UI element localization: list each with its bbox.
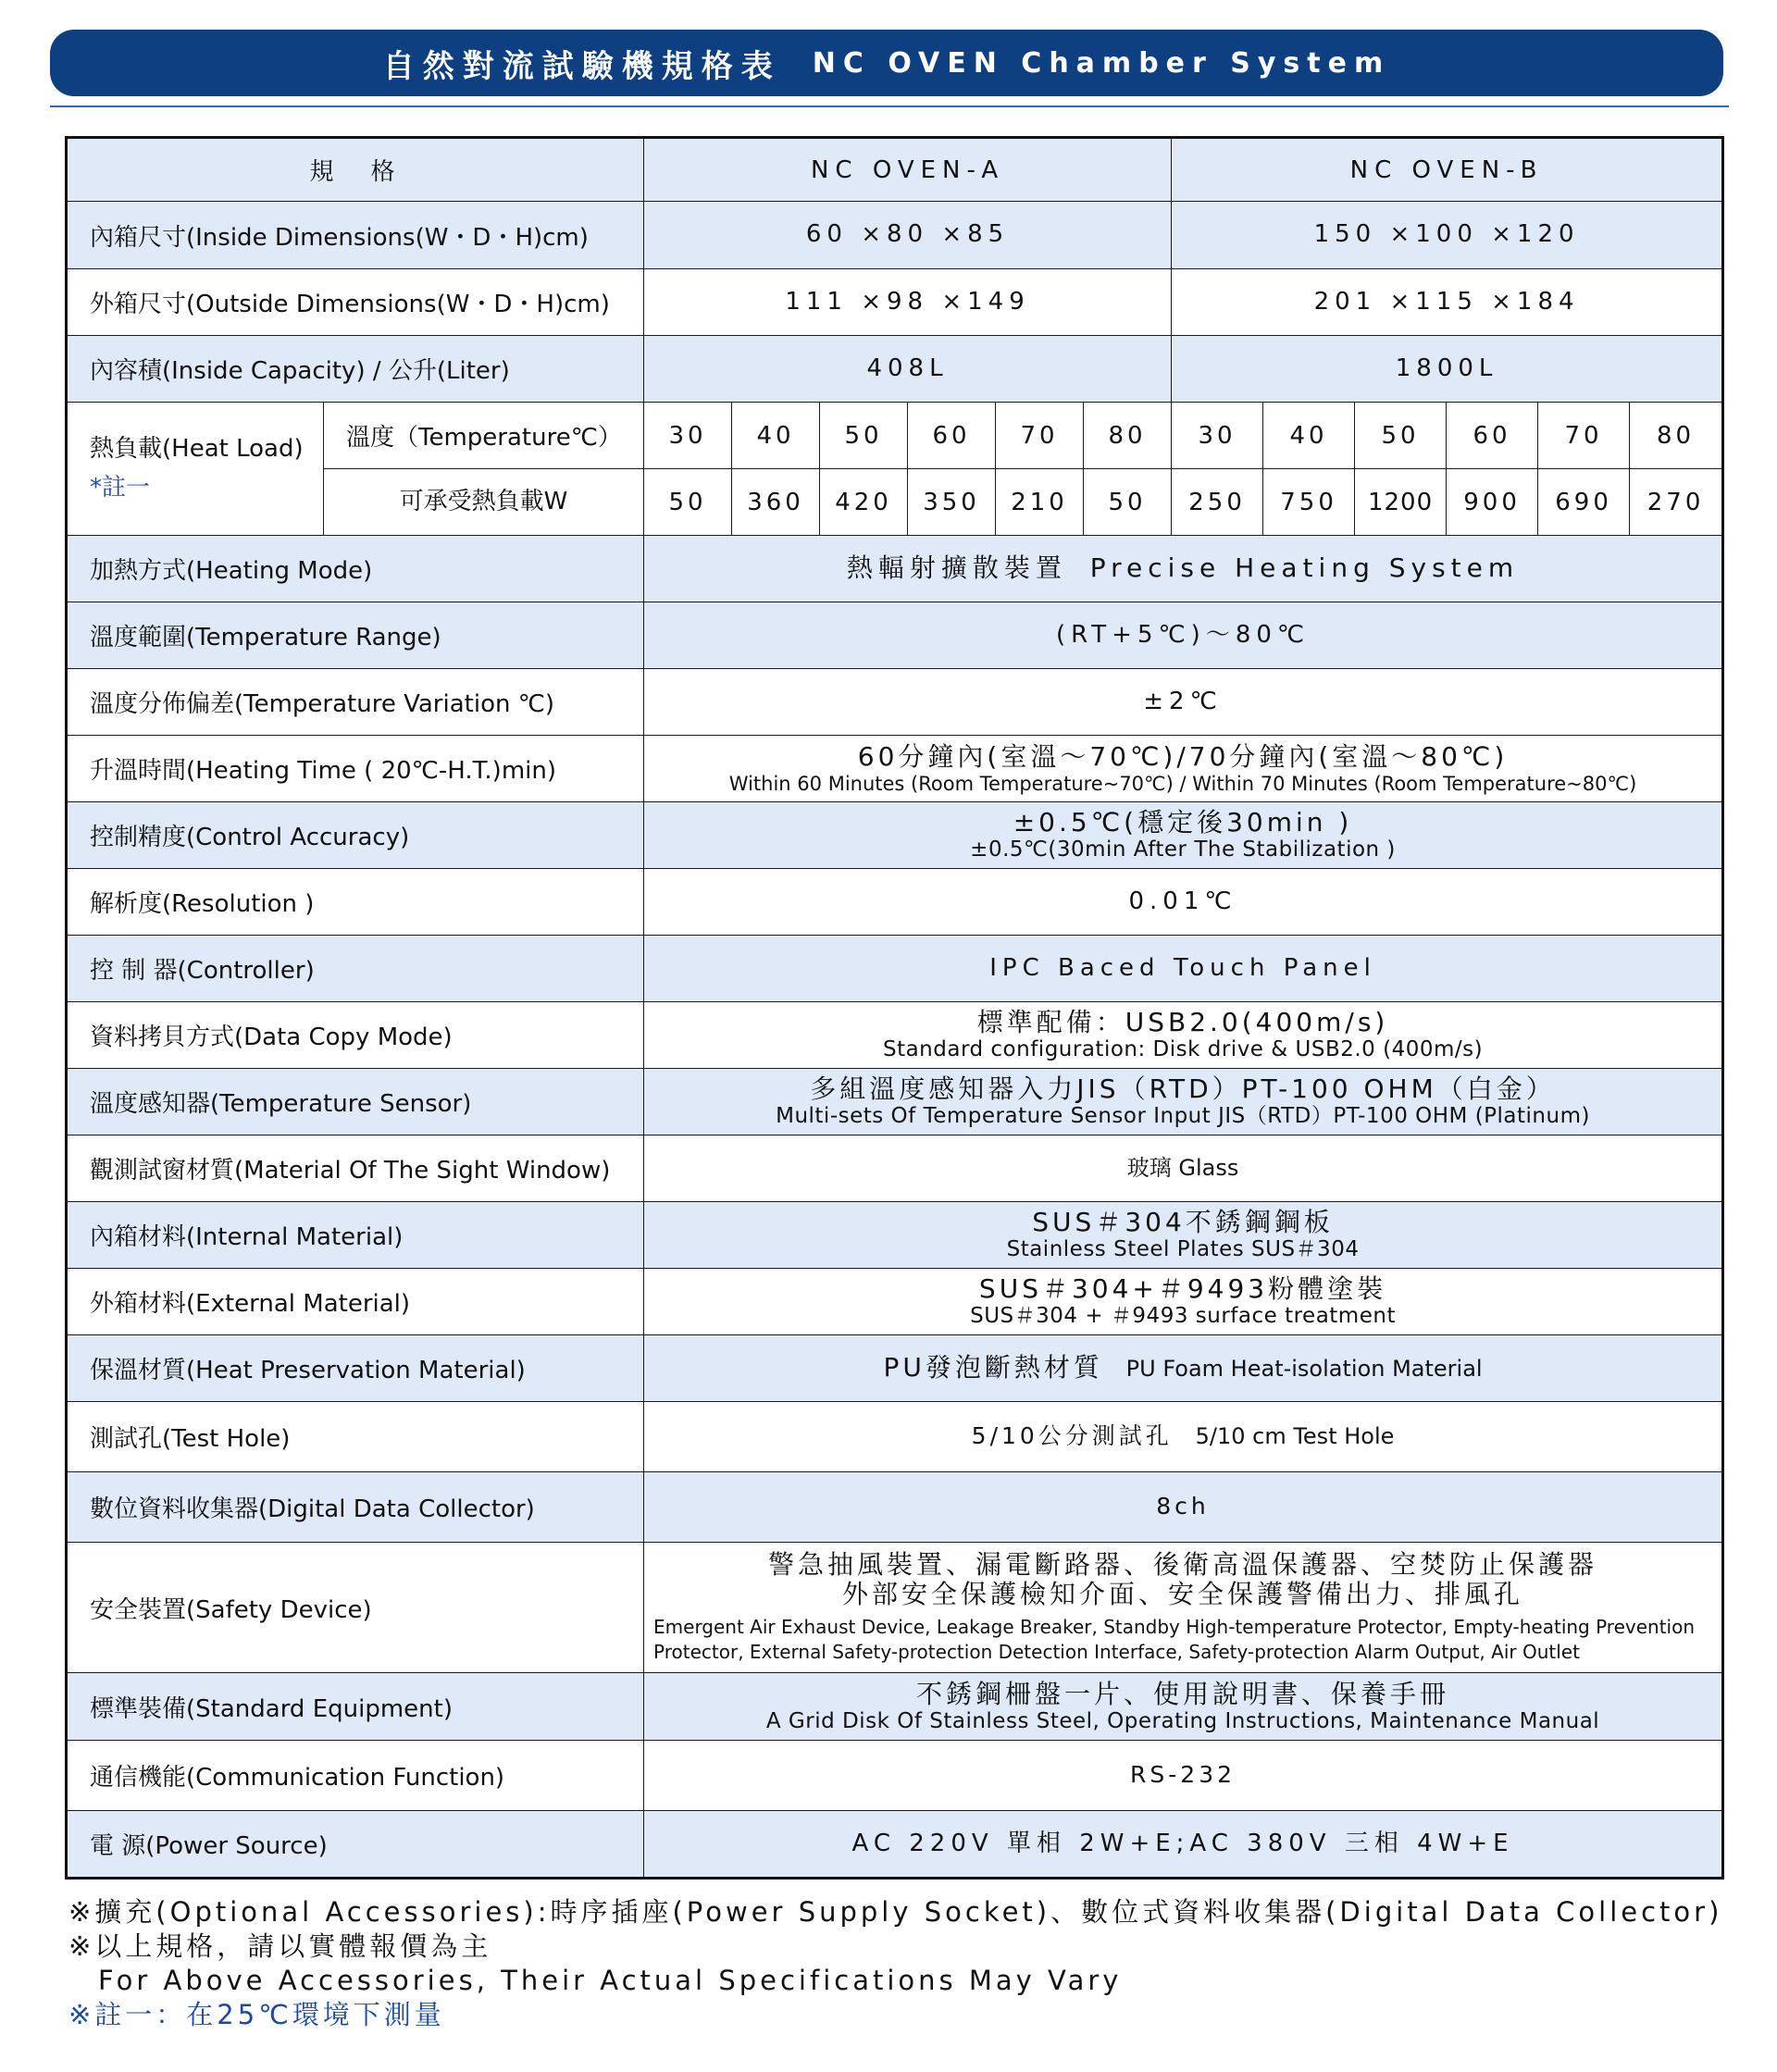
row-label: 觀測試窗材質(Material Of The Sight Window) — [67, 1135, 644, 1202]
value-zh: 熱輻射擴散裝置 — [846, 552, 1067, 584]
value-zh: SUS＃304+＃9493粉體塗裝 — [978, 1273, 1387, 1305]
row-value: 408L — [644, 336, 1172, 403]
value-en: ±0.5℃(30min After The Stabilization ) — [970, 837, 1396, 862]
load-cell: 250 — [1172, 469, 1263, 536]
temp-cell: 80 — [1084, 403, 1172, 469]
row-value — [644, 736, 1723, 802]
row-value — [644, 1069, 1723, 1135]
row-label: 內箱尺寸(Inside Dimensions(W・D・H)cm) — [67, 202, 644, 269]
value-en: SUS＃304 + ＃9493 surface treatment — [970, 1304, 1396, 1329]
row-value: 111 ×98 ×149 — [644, 269, 1172, 336]
row-value: 150 ×100 ×120 — [1172, 202, 1723, 269]
value-zh: PU發泡斷熱材質 — [883, 1352, 1103, 1383]
table-row — [67, 602, 1723, 669]
table-row — [67, 736, 1723, 802]
value-zh-2: 外部安全保護檢知介面、安全保護警備出力、排風孔 — [842, 1579, 1524, 1609]
table-row — [67, 1335, 1723, 1402]
table-row — [67, 1269, 1723, 1335]
value-en: A Grid Disk Of Stainless Steel, Operating Instructions, Maintenance Manual — [765, 1708, 1600, 1733]
row-value: 玻璃 Glass — [644, 1135, 1723, 1202]
row-label: 外箱材料(External Material) — [67, 1269, 644, 1335]
row-label: 數位資料收集器(Digital Data Collector) — [67, 1472, 644, 1543]
table-row — [67, 403, 1723, 469]
row-value: 1800L — [1172, 336, 1723, 403]
row-value: RS-232 — [644, 1741, 1723, 1811]
note-spec-en: For Above Accessories, Their Actual Specifications May Vary — [98, 1965, 1123, 1996]
row-label: 保溫材質(Heat Preservation Material) — [67, 1335, 644, 1402]
temp-cell: 60 — [1447, 403, 1538, 469]
value-zh: 標準配備：USB2.0(400m/s) — [976, 1007, 1389, 1038]
row-label: 控制精度(Control Accuracy) — [67, 802, 644, 869]
temp-cell: 50 — [1355, 403, 1447, 469]
row-label: 內箱材料(Internal Material) — [67, 1202, 644, 1269]
value-en: 5/10 cm Test Hole — [1195, 1422, 1395, 1449]
note-optional: ※擴充(Optional Accessories):時序插座(Power Supply Socket)、數位式資料收集器(Digital Data Collector) — [68, 1896, 1723, 1928]
temp-cell: 50 — [820, 403, 908, 469]
value-zh: ±0.5℃(穩定後30min ) — [1013, 807, 1353, 838]
table-row — [67, 202, 1723, 269]
table-row — [67, 536, 1723, 602]
table-row — [67, 1135, 1723, 1202]
value-zh: 60分鐘內(室溫～70℃)/70分鐘內(室溫～80℃) — [857, 741, 1509, 773]
value-en: PU Foam Heat-isolation Material — [1125, 1356, 1483, 1383]
row-value — [644, 1269, 1723, 1335]
model-a-header: NC OVEN-A — [644, 138, 1172, 202]
load-cell: 750 — [1263, 469, 1355, 536]
load-cell: 690 — [1538, 469, 1630, 536]
row-label: 溫度分佈偏差(Temperature Variation ℃) — [67, 669, 644, 736]
table-row — [67, 1543, 1723, 1673]
table-row — [67, 1811, 1723, 1879]
table-row — [67, 1069, 1723, 1135]
row-label: 升溫時間(Heating Time ( 20℃-H.T.)min) — [67, 736, 644, 802]
value-en: Precise Heating System — [1089, 552, 1520, 584]
note-one: ※註一：在25℃環境下測量 — [68, 1999, 445, 2030]
temp-cell: 60 — [908, 403, 996, 469]
load-cell: 900 — [1447, 469, 1538, 536]
temp-cell: 70 — [1538, 403, 1630, 469]
load-cell: 50 — [1084, 469, 1172, 536]
spec-table — [65, 136, 1724, 1880]
row-value — [644, 1002, 1723, 1069]
row-label: 外箱尺寸(Outside Dimensions(W・D・H)cm) — [67, 269, 644, 336]
value-en: Multi-sets Of Temperature Sensor Input JIS（RTD）PT-100 OHM (Platinum) — [776, 1104, 1590, 1129]
row-value: 8ch — [644, 1472, 1723, 1543]
table-row — [67, 1472, 1723, 1543]
temp-cell: 40 — [1263, 403, 1355, 469]
row-label: 通信機能(Communication Function) — [67, 1741, 644, 1811]
temp-cell: 30 — [644, 403, 732, 469]
load-cell: 50 — [644, 469, 732, 536]
spec-header: 規 格 — [67, 138, 644, 202]
temp-label: 溫度（Temperature℃） — [324, 403, 644, 469]
temp-cell: 80 — [1630, 403, 1723, 469]
value-zh: SUS＃304不銹鋼鋼板 — [1032, 1207, 1334, 1238]
temp-cell: 30 — [1172, 403, 1263, 469]
table-row — [67, 802, 1723, 869]
row-label: 資料拷貝方式(Data Copy Mode) — [67, 1002, 644, 1069]
row-label: 加熱方式(Heating Mode) — [67, 536, 644, 602]
value-en: Standard configuration: Disk drive & USB2.0 (400m/s) — [882, 1037, 1484, 1062]
load-cell: 350 — [908, 469, 996, 536]
row-value — [644, 1673, 1723, 1741]
row-label: 解析度(Resolution ) — [67, 869, 644, 936]
heat-load-label: 熱負載(Heat Load) — [90, 434, 304, 463]
row-value: 0.01℃ — [644, 869, 1723, 936]
load-cell: 420 — [820, 469, 908, 536]
table-row — [67, 1673, 1723, 1741]
row-value — [644, 536, 1723, 602]
table-row — [67, 336, 1723, 403]
load-cell: 210 — [996, 469, 1084, 536]
table-row — [67, 138, 1723, 202]
temp-cell: 70 — [996, 403, 1084, 469]
table-row — [67, 1741, 1723, 1811]
table-row — [67, 869, 1723, 936]
title-en: NC OVEN Chamber System — [812, 46, 1391, 80]
row-value — [644, 1202, 1723, 1269]
heat-load-note: *註一 — [90, 473, 151, 502]
row-label: 溫度範圍(Temperature Range) — [67, 602, 644, 669]
load-label: 可承受熱負載W — [324, 469, 644, 536]
row-value — [644, 802, 1723, 869]
title-banner — [50, 30, 1723, 96]
row-label: 控 制 器(Controller) — [67, 936, 644, 1002]
row-value — [644, 1335, 1723, 1402]
row-label: 標準裝備(Standard Equipment) — [67, 1673, 644, 1741]
load-cell: 360 — [732, 469, 820, 536]
table-row — [67, 936, 1723, 1002]
row-value: ±2℃ — [644, 669, 1723, 736]
title-zh: 自然對流試驗機規格表 — [382, 47, 781, 85]
row-label: 安全裝置(Safety Device) — [67, 1543, 644, 1673]
temp-cell: 40 — [732, 403, 820, 469]
value-en: Emergent Air Exhaust Device, Leakage Breaker, Standby High-temperature Protector, Empty-heating Prevention Protector, External Safety-protection Detection Interface, Safety-protection Alarm Output, Air Outlet — [653, 1616, 1696, 1664]
footnotes — [68, 1895, 1722, 2032]
table-row — [67, 669, 1723, 736]
value-zh: 警急抽風裝置、漏電斷路器、後衛高溫保護器、空焚防止保護器 — [768, 1548, 1598, 1580]
row-value: 60 ×80 ×85 — [644, 202, 1172, 269]
table-row — [67, 1202, 1723, 1269]
load-cell: 270 — [1630, 469, 1723, 536]
row-label: 內容積(Inside Capacity) / 公升(Liter) — [67, 336, 644, 403]
divider — [50, 105, 1729, 107]
value-en: Within 60 Minutes (Room Temperature~70℃) / Within 70 Minutes (Room Temperature~80℃) — [728, 772, 1637, 795]
row-value — [644, 1402, 1723, 1472]
row-value: IPC Baced Touch Panel — [644, 936, 1723, 1002]
table-row — [67, 1002, 1723, 1069]
heat-load-label-cell — [67, 403, 324, 536]
value-en: Stainless Steel Plates SUS＃304 — [1006, 1237, 1360, 1262]
row-label: 溫度感知器(Temperature Sensor) — [67, 1069, 644, 1135]
row-label: 電 源(Power Source) — [67, 1811, 644, 1879]
row-value: 201 ×115 ×184 — [1172, 269, 1723, 336]
value-zh: 不銹鋼柵盤一片、使用說明書、保養手冊 — [916, 1678, 1450, 1709]
table-row — [67, 1402, 1723, 1472]
note-spec: ※以上規格，請以實體報價為主 — [68, 1930, 492, 1962]
row-label: 測試孔(Test Hole) — [67, 1402, 644, 1472]
load-cell: 1200 — [1355, 469, 1447, 536]
row-value: (RT+5℃)～80℃ — [644, 602, 1723, 669]
value-zh: 5/10公分測試孔 — [971, 1421, 1173, 1449]
model-b-header: NC OVEN-B — [1172, 138, 1723, 202]
value-zh: 多組溫度感知器入力JIS（RTD）PT-100 OHM（白金） — [810, 1073, 1556, 1105]
row-value: AC 220V 單相 2W+E;AC 380V 三相 4W+E — [644, 1811, 1723, 1879]
table-row — [67, 269, 1723, 336]
row-value — [644, 1543, 1723, 1673]
